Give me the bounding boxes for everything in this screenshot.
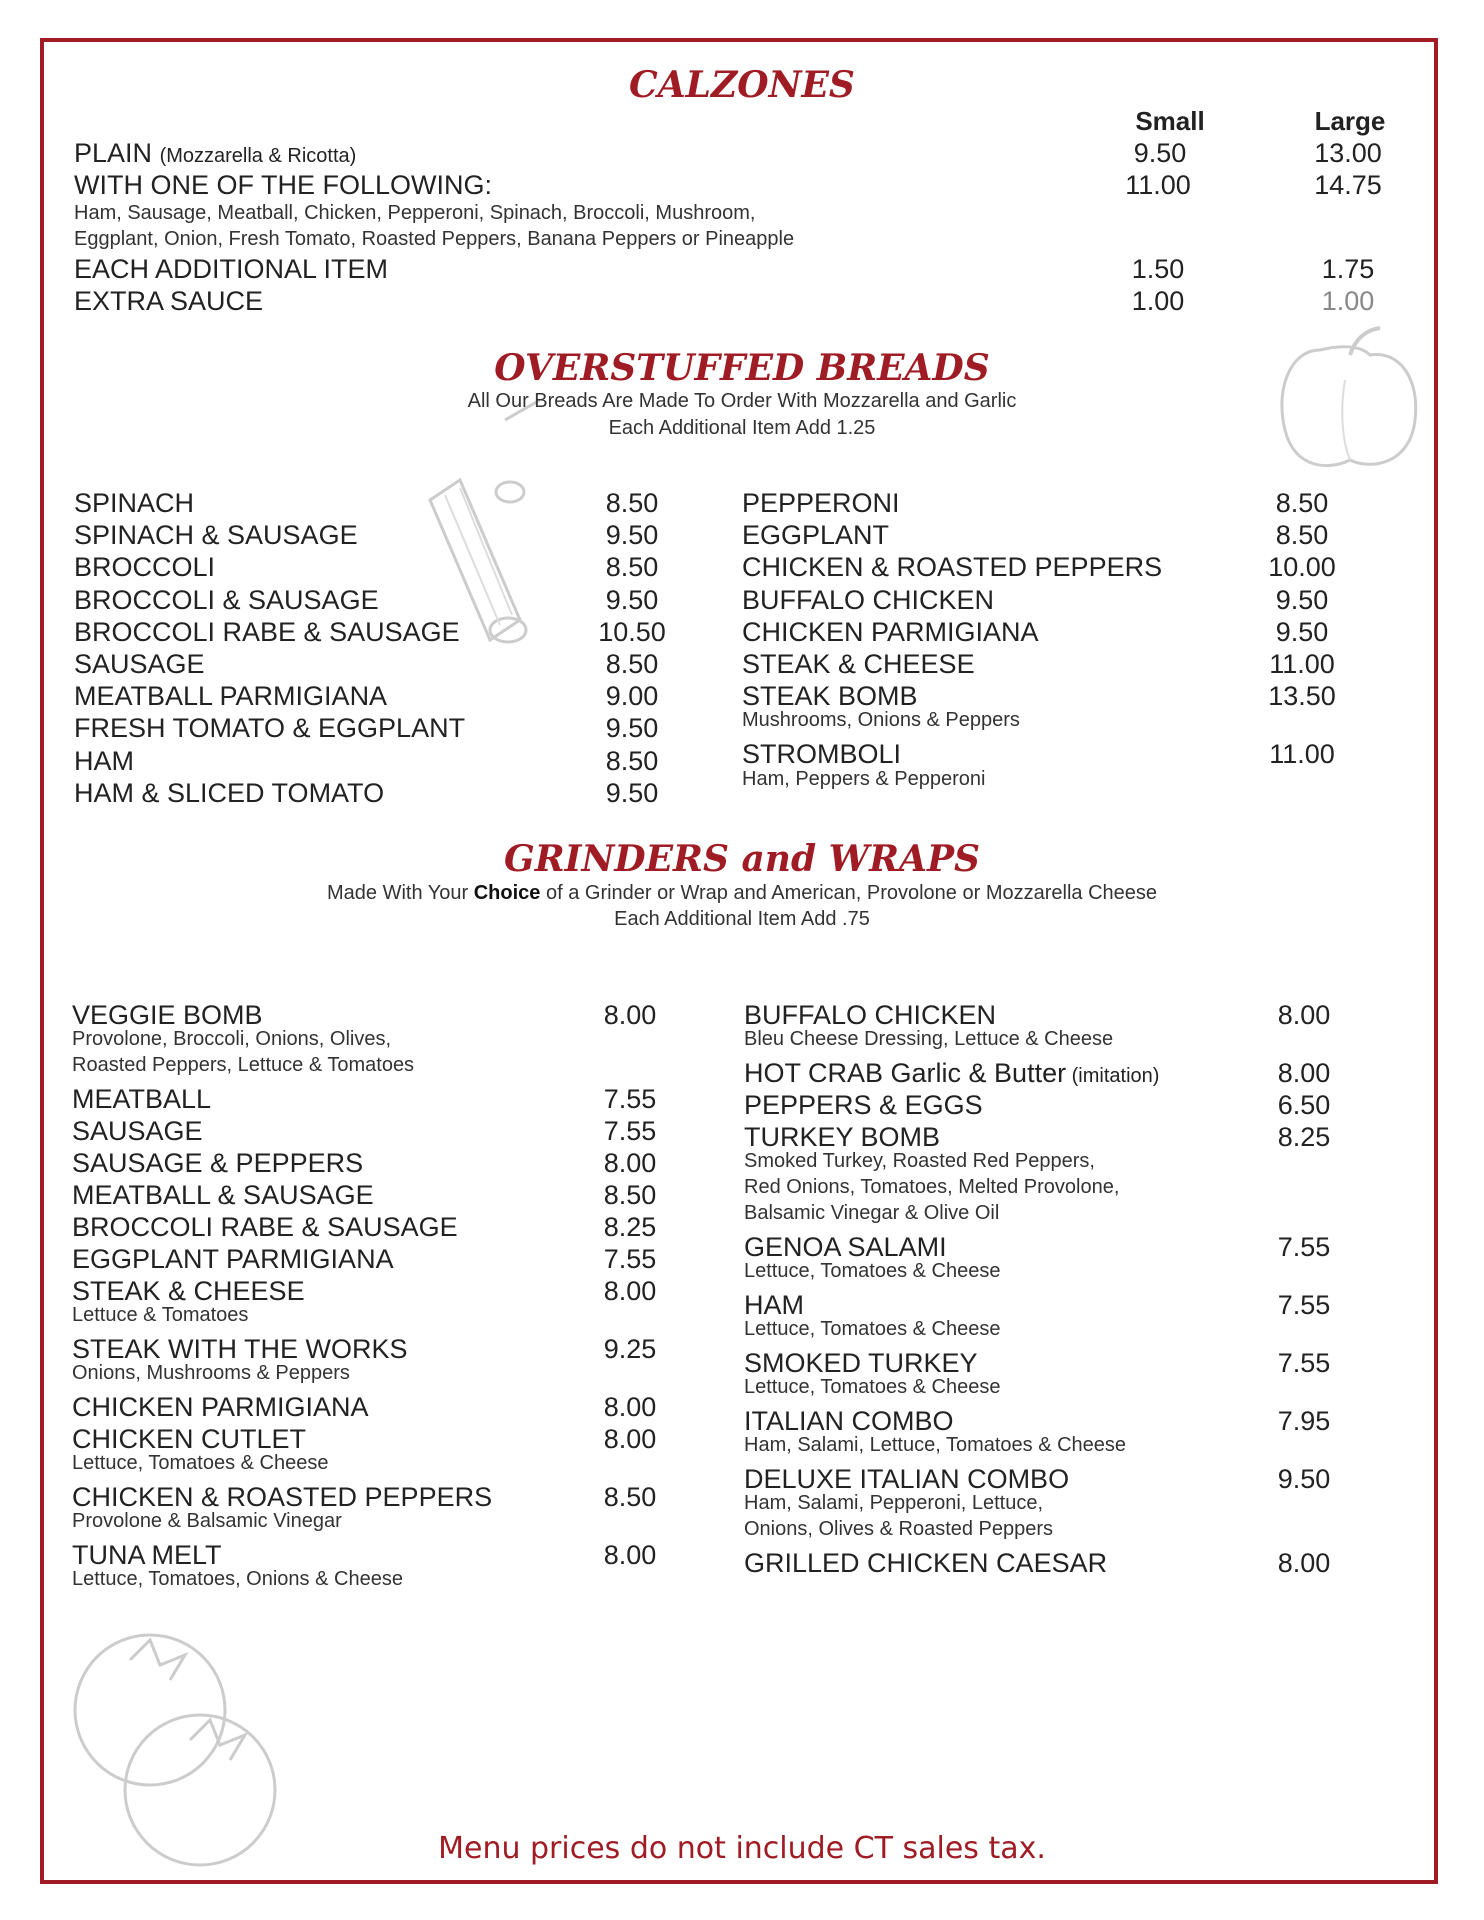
menu-item-description: Smoked Turkey, Roasted Red Peppers, bbox=[744, 1150, 1095, 1172]
price-large: 13.00 bbox=[1314, 138, 1382, 168]
menu-item-name: STEAK BOMB bbox=[742, 681, 918, 712]
menu-item-name: HAM bbox=[74, 745, 134, 776]
item-description: Eggplant, Onion, Fresh Tomato, Roasted Peppers, Banana Peppers or Pineapple bbox=[74, 228, 795, 250]
menu-item-price: 10.00 bbox=[1268, 552, 1336, 583]
price-small: 1.00 bbox=[1131, 286, 1185, 316]
menu-item-price: 8.50 bbox=[603, 1482, 657, 1512]
menu-item-description: Lettuce, Tomatoes & Cheese bbox=[744, 1318, 1001, 1340]
column-large: Large bbox=[1314, 106, 1386, 136]
menu-item-price: 9.25 bbox=[603, 1334, 657, 1364]
menu-item-price: 8.50 bbox=[605, 552, 659, 583]
menu-item-price: 11.00 bbox=[1269, 739, 1335, 770]
grinders-title: GRINDERS and WRAPS bbox=[503, 838, 981, 880]
menu-item-price: 8.00 bbox=[603, 1424, 657, 1454]
menu-item-price: 9.50 bbox=[605, 520, 659, 551]
menu-item-name: STROMBOLI bbox=[742, 739, 902, 770]
menu-item-name: CHICKEN & ROASTED PEPPERS bbox=[742, 552, 1163, 583]
menu-item-price: 8.00 bbox=[603, 1148, 657, 1178]
menu-item-name: TURKEY BOMB bbox=[744, 1122, 941, 1152]
menu-item-description: Onions, Mushrooms & Peppers bbox=[72, 1362, 350, 1384]
calzones-title: CALZONES bbox=[629, 64, 855, 106]
menu-item-price: 10.50 bbox=[598, 616, 666, 647]
menu-item-description: Lettuce, Tomatoes & Cheese bbox=[744, 1260, 1001, 1282]
calzone-plain bbox=[74, 138, 356, 169]
menu-item-price: 7.55 bbox=[603, 1084, 657, 1114]
menu-item-name: HOT CRAB Garlic & Butter (imitation) bbox=[744, 1058, 1160, 1088]
calzone-one-topping: WITH ONE OF THE FOLLOWING: bbox=[74, 170, 493, 200]
menu-item-name: PEPPERONI bbox=[742, 488, 900, 518]
menu-item-price: 7.55 bbox=[1277, 1290, 1331, 1320]
menu-item-price: 8.50 bbox=[1275, 488, 1329, 518]
item-name: PLAIN bbox=[74, 138, 153, 168]
menu-item-name: DELUXE ITALIAN COMBO bbox=[744, 1464, 1070, 1494]
menu-item-description: Provolone, Broccoli, Onions, Olives, bbox=[72, 1028, 392, 1050]
menu-item-name: STEAK & CHEESE bbox=[72, 1276, 305, 1306]
price-small: 1.50 bbox=[1131, 254, 1185, 284]
menu-item-price: 9.50 bbox=[1275, 584, 1329, 615]
menu-item-price: 8.00 bbox=[603, 1392, 657, 1422]
price-small: 11.00 bbox=[1125, 170, 1191, 200]
menu-item-description: Lettuce, Tomatoes, Onions & Cheese bbox=[72, 1568, 403, 1590]
menu-item-name: HAM & SLICED TOMATO bbox=[74, 777, 385, 808]
menu-item-name: STEAK & CHEESE bbox=[742, 649, 975, 679]
menu-item-description: Lettuce, Tomatoes & Cheese bbox=[72, 1452, 329, 1474]
price-large: 1.75 bbox=[1321, 254, 1375, 284]
menu-item-description: Lettuce & Tomatoes bbox=[72, 1304, 249, 1326]
menu-item-name: BUFFALO CHICKEN bbox=[742, 584, 995, 615]
menu-item-description: Ham, Peppers & Pepperoni bbox=[742, 767, 986, 790]
menu-item-description: Provolone & Balsamic Vinegar bbox=[72, 1510, 342, 1532]
menu-item-price: 8.00 bbox=[603, 1276, 657, 1306]
breads-additional-note: Each Additional Item Add 1.25 bbox=[608, 417, 876, 439]
menu-item-description: Ham, Salami, Pepperoni, Lettuce, bbox=[744, 1492, 1044, 1514]
item-note: (imitation) bbox=[1066, 1065, 1160, 1087]
menu-item-name: SAUSAGE bbox=[74, 649, 205, 679]
menu-item-price: 8.50 bbox=[605, 649, 659, 679]
menu-item-price: 6.50 bbox=[1277, 1090, 1331, 1120]
menu-item-name: MEATBALL PARMIGIANA bbox=[74, 681, 388, 712]
menu-item-name: STEAK WITH THE WORKS bbox=[72, 1334, 408, 1364]
menu-item-description: Lettuce, Tomatoes & Cheese bbox=[744, 1376, 1001, 1398]
menu-item-price: 8.50 bbox=[603, 1180, 657, 1210]
menu-item-name: GENOA SALAMI bbox=[744, 1232, 947, 1262]
menu-item-name: EGGPLANT PARMIGIANA bbox=[72, 1244, 394, 1274]
menu-item-price: 8.25 bbox=[1277, 1122, 1331, 1152]
menu-item-name: EGGPLANT bbox=[742, 520, 890, 551]
price-large: 14.75 bbox=[1314, 170, 1382, 200]
menu-item-name: PEPPERS & EGGS bbox=[744, 1090, 983, 1120]
menu-item-price: 8.50 bbox=[605, 488, 659, 518]
menu-item-name: FRESH TOMATO & EGGPLANT bbox=[74, 713, 466, 744]
menu-item-description: Roasted Peppers, Lettuce & Tomatoes bbox=[72, 1054, 415, 1076]
menu-item-description: Mushrooms, Onions & Peppers bbox=[742, 709, 1020, 732]
menu-item-name: SAUSAGE & PEPPERS bbox=[72, 1148, 364, 1178]
menu-item-name: CHICKEN PARMIGIANA bbox=[72, 1392, 369, 1422]
menu-item-description: Onions, Olives & Roasted Peppers bbox=[744, 1518, 1054, 1540]
menu-item-name: BROCCOLI RABE & SAUSAGE bbox=[72, 1212, 458, 1242]
menu-item-name: BROCCOLI bbox=[74, 552, 216, 583]
menu-item-price: 8.50 bbox=[1275, 520, 1329, 551]
menu-item-price: 9.00 bbox=[605, 681, 659, 712]
menu-item-price: 8.00 bbox=[603, 1540, 657, 1570]
menu-item-price: 7.55 bbox=[1277, 1348, 1331, 1378]
grinders-subtitle: Made With Your Choice of a Grinder or Wrap and American, Provolone or Mozzarella Cheese bbox=[326, 882, 1158, 904]
menu-item-price: 8.00 bbox=[603, 1000, 657, 1030]
menu-item-description: Red Onions, Tomatoes, Melted Provolone, bbox=[744, 1176, 1120, 1198]
menu-item-price: 9.50 bbox=[1275, 616, 1329, 647]
menu-item-name: VEGGIE BOMB bbox=[72, 1000, 263, 1030]
menu-item-name: SMOKED TURKEY bbox=[744, 1348, 978, 1378]
grinders-additional-note: Each Additional Item Add .75 bbox=[614, 908, 870, 930]
menu-item-name: CHICKEN PARMIGIANA bbox=[742, 616, 1039, 647]
menu-item-name: CHICKEN & ROASTED PEPPERS bbox=[72, 1482, 493, 1512]
menu-item-price: 8.25 bbox=[603, 1212, 657, 1242]
calzone-extra-sauce: EXTRA SAUCE bbox=[74, 286, 264, 316]
price-small: 9.50 bbox=[1133, 138, 1187, 168]
menu-item-name: CHICKEN CUTLET bbox=[72, 1424, 307, 1454]
menu-item-price: 9.50 bbox=[1277, 1464, 1331, 1494]
menu-item-name: SPINACH bbox=[74, 488, 195, 518]
menu-item-description: Bleu Cheese Dressing, Lettuce & Cheese bbox=[744, 1028, 1114, 1050]
menu-item-price: 7.95 bbox=[1277, 1406, 1331, 1436]
column-small: Small bbox=[1135, 106, 1205, 136]
menu-item-price: 7.55 bbox=[603, 1116, 657, 1146]
menu-item-price: 11.00 bbox=[1269, 649, 1335, 679]
menu-item-name: HAM bbox=[744, 1290, 804, 1320]
menu-item-description: Balsamic Vinegar & Olive Oil bbox=[744, 1202, 1000, 1224]
menu-item-name: MEATBALL & SAUSAGE bbox=[72, 1180, 374, 1210]
menu-item-price: 7.55 bbox=[1277, 1232, 1331, 1262]
menu-item-name: SPINACH & SAUSAGE bbox=[74, 520, 358, 551]
menu-item-description: Ham, Salami, Lettuce, Tomatoes & Cheese bbox=[744, 1434, 1127, 1456]
menu-item-price: 8.00 bbox=[1277, 1058, 1331, 1088]
calzone-additional-item: EACH ADDITIONAL ITEM bbox=[74, 254, 389, 284]
menu-item-price: 9.50 bbox=[605, 713, 659, 744]
menu-item-name: BROCCOLI RABE & SAUSAGE bbox=[74, 616, 460, 647]
tax-footer: Menu prices do not include CT sales tax. bbox=[438, 1831, 1046, 1866]
menu-item-name: GRILLED CHICKEN CAESAR bbox=[744, 1548, 1108, 1578]
menu-item-price: 8.50 bbox=[605, 745, 659, 776]
menu-item-name: MEATBALL bbox=[72, 1084, 212, 1114]
price-large: 1.00 bbox=[1321, 286, 1375, 316]
breads-title: OVERSTUFFED BREADS bbox=[494, 347, 990, 389]
menu-item-price: 13.50 bbox=[1268, 681, 1336, 712]
item-note: (Mozzarella & Ricotta) bbox=[159, 145, 357, 167]
menu-item-name: BUFFALO CHICKEN bbox=[744, 1000, 997, 1030]
menu-item-price: 7.55 bbox=[603, 1244, 657, 1274]
menu-item-price: 9.50 bbox=[605, 777, 659, 808]
menu-item-name: TUNA MELT bbox=[72, 1540, 222, 1570]
menu-item-name: SAUSAGE bbox=[72, 1116, 203, 1146]
menu-item-name: BROCCOLI & SAUSAGE bbox=[74, 584, 379, 615]
item-description: Ham, Sausage, Meatball, Chicken, Pepperoni, Spinach, Broccoli, Mushroom, bbox=[74, 202, 756, 224]
menu-item-name: ITALIAN COMBO bbox=[744, 1406, 954, 1436]
menu-item-price: 8.00 bbox=[1277, 1548, 1331, 1578]
breads-subtitle: All Our Breads Are Made To Order With Mozzarella and Garlic bbox=[467, 390, 1017, 412]
menu-item-price: 9.50 bbox=[605, 584, 659, 615]
menu-item-price: 8.00 bbox=[1277, 1000, 1331, 1030]
